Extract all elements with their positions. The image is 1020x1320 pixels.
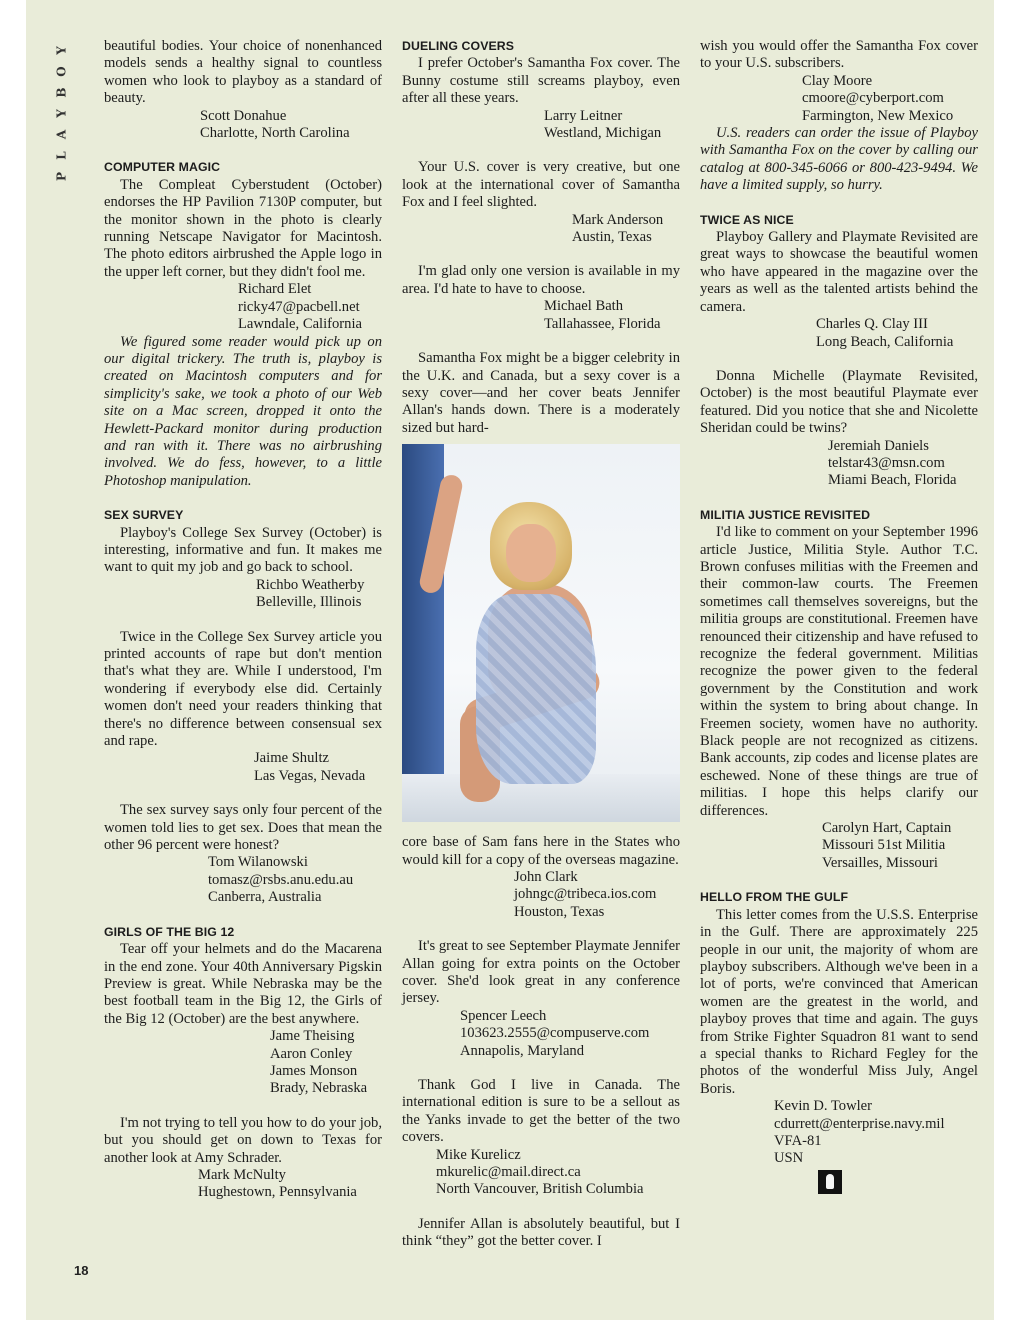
letter-body: beautiful bodies. Your choice of nonenhanced models sends a healthy signal to countless women who look to playboy as a standard of beauty. <box>104 38 382 107</box>
signature-name: James Monson <box>270 1062 358 1079</box>
signature-name: Richbo Weatherby <box>256 576 365 593</box>
signature-name: Larry Leitner <box>544 107 623 124</box>
rabbit-logo-icon <box>818 1170 842 1194</box>
signature-location: Miami Beach, Florida <box>828 472 957 489</box>
signature-email: 103623.2555@compuserve.com <box>460 1025 650 1042</box>
signature-location: Austin, Texas <box>572 229 652 246</box>
end-mark <box>700 1168 978 1199</box>
signature-location: Belleville, Illinois <box>256 594 362 611</box>
running-head-letter: O <box>54 66 69 77</box>
signature-email: johngc@tribeca.ios.com <box>514 886 657 903</box>
signature-unit: VFA-81 <box>774 1132 822 1149</box>
samantha-fox-photo <box>402 444 680 822</box>
signature <box>104 1028 382 1098</box>
signature-email: cdurrett@enterprise.navy.mil <box>774 1115 945 1132</box>
section-heading: GIRLS OF THE BIG 12 <box>104 924 235 939</box>
section-heading: TWICE AS NICE <box>700 212 794 227</box>
section-heading: COMPUTER MAGIC <box>104 160 221 175</box>
letter-body: core base of Sam fans here in the States who would kill for a copy of the overseas magazine. <box>402 834 680 868</box>
signature-location: Versailles, Missouri <box>822 854 938 871</box>
letter-body: Samantha Fox might be a bigger celebrity in the U.K. and Canada, but a sexy cover is a sexy cover—and her cover beats Jennifer Allan's hands down. There is a moderately sized but hard- <box>402 350 680 436</box>
signature-name: Charles Q. Clay III <box>816 316 928 333</box>
section-heading: HELLO FROM THE GULF <box>700 890 849 905</box>
letter-body: Twice in the College Sex Survey article you printed accounts of rape but don't mention that's what they are. While I understood, I'm wondering if everybody else did. Certainly women don't need your readers thinking that there's no difference between consensual sex and rape. <box>104 628 382 750</box>
signature-name: Tom Wilanowski <box>208 854 308 871</box>
page-number: 18 <box>74 1263 89 1278</box>
signature-name: Jeremiah Daniels <box>828 437 929 454</box>
signature <box>402 1147 680 1199</box>
signature-location: Charlotte, North Carolina <box>200 125 350 142</box>
signature <box>700 316 978 351</box>
signature <box>104 577 382 612</box>
signature-email: cmoore@cyberport.com <box>802 90 944 107</box>
signature <box>402 212 680 247</box>
column-2 <box>402 38 680 1251</box>
editor-reply: U.S. readers can order the issue of Playboy with Samantha Fox on the cover by calling our catalog at 800-345-6066 or 800-423-9494. We have a limited supply, so hurry. <box>700 125 978 194</box>
signature-name: John Clark <box>514 868 578 885</box>
letter-body: I'm not trying to tell you how to do your job, but you should get on down to Texas for another look at Amy Schrader. <box>104 1114 382 1166</box>
signature-email: mkurelic@mail.direct.ca <box>436 1164 581 1181</box>
letter-body: wish you would offer the Samantha Fox cover to your U.S. subscribers. <box>700 38 978 72</box>
letter-body: Playboy Gallery and Playmate Revisited are great ways to showcase the beautiful women who have appeared in the magazine over the years as well as the talented artists behind the camera. <box>700 229 978 315</box>
signature-name: Mark Anderson <box>572 211 664 228</box>
running-head-letter: P <box>54 171 69 182</box>
signature-name: Michael Bath <box>544 298 624 315</box>
letter-body: The sex survey says only four percent of the women told lies to get sex. Does that mean the other 96 percent were honest? <box>104 802 382 854</box>
signature-email: tomasz@rsbs.anu.edu.au <box>208 871 354 888</box>
signature-location: Westland, Michigan <box>544 125 662 142</box>
signature-location: Tallahassee, Florida <box>544 315 661 332</box>
letter-body: It's great to see September Playmate Jennifer Allan going for extra points on the October cover. She'd look great in any conference jersey. <box>402 938 680 1007</box>
signature-location: Lawndale, California <box>238 316 362 333</box>
signature-location: Long Beach, California <box>816 333 954 350</box>
signature <box>104 1167 382 1202</box>
signature-name: Jaime Shultz <box>254 750 329 767</box>
signature-location: Brady, Nebraska <box>270 1080 368 1097</box>
signature <box>700 1098 978 1168</box>
signature-name: Aaron Conley <box>270 1045 353 1062</box>
signature-location: Farmington, New Mexico <box>802 107 954 124</box>
editor-reply: We figured some reader would pick up on our digital trickery. The truth is, playboy is created on Macintosh computers and for simplicity's sake, we took a photo of our Web site on a Mac screen, dropped it onto the Hewlett-Packard monitor during production and ran with it. There was no airbrushing involved. We do fess, however, to a little Photoshop manipulation. <box>104 333 382 489</box>
signature <box>402 869 680 921</box>
running-head-letter: B <box>54 87 69 98</box>
signature <box>104 108 382 143</box>
signature <box>700 73 978 125</box>
letter-body: Thank God I live in Canada. The international edition is sure to be a sellout as the Yanks invade to get the better of the two covers. <box>402 1077 680 1146</box>
signature <box>700 820 978 872</box>
magazine-page <box>26 0 994 1320</box>
column-3 <box>700 38 978 1199</box>
signature-name: Mike Kurelicz <box>436 1146 521 1163</box>
signature <box>104 281 382 333</box>
signature <box>402 298 680 333</box>
magazine-name <box>54 40 70 187</box>
signature <box>104 750 382 785</box>
signature-name: Clay Moore <box>802 72 873 89</box>
signature-name: Scott Donahue <box>200 107 287 124</box>
signature-email: ricky47@pacbell.net <box>238 298 360 315</box>
letter-body: I'm glad only one version is available in my area. I'd hate to have to choose. <box>402 263 680 297</box>
running-head-letter: L <box>54 151 69 160</box>
signature <box>104 854 382 906</box>
signature-name: Richard Elet <box>238 281 312 298</box>
signature <box>402 1008 680 1060</box>
running-head-letter: Y <box>54 109 69 118</box>
signature-location: Las Vegas, Nevada <box>254 767 366 784</box>
section-heading: SEX SURVEY <box>104 508 184 523</box>
signature-name: Mark McNulty <box>198 1166 286 1183</box>
signature-email: telstar43@msn.com <box>828 454 945 471</box>
letter-body: Tear off your helmets and do the Macarena in the end zone. Your 40th Anniversary Pigskin Preview is great. While Nebraska may be the best football team in the Big 12, the Girls of the Big 12 (October) are the best anywhere. <box>104 941 382 1027</box>
signature-location: North Vancouver, British Columbia <box>436 1181 644 1198</box>
signature-name: Jame Theising <box>270 1028 355 1045</box>
letter-body: Jennifer Allan is absolutely beautiful, but I think “they” got the better cover. I <box>402 1215 680 1250</box>
letter-body: Your U.S. cover is very creative, but one look at the international cover of Samantha Fox and I feel slighted. <box>402 159 680 211</box>
letter-body: The Compleat Cyberstudent (October) endorses the HP Pavilion 7130P computer, but the monitor shown in the photo is clearly running Netscape Navigator for Macintosh. The photo editors airbrushed the Apple logo in the upper left corner, but they didn't fool me. <box>104 176 382 280</box>
letter-body: This letter comes from the U.S.S. Enterprise in the Gulf. There are approximately 225 people in our unit, the majority of whom are playboy subscribers. Although we've been in a lot of ports, we're convinced that American women are the greatest in the world, and playboy proves that time and again. The guys from Strike Fighter Squadron 81 want to send a special thanks to Richard Fegley for the photos of the wonderful Miss July, Angel Boris. <box>700 906 978 1097</box>
letter-body: Donna Michelle (Playmate Revisited, October) is the most beautiful Playmate ever featured. Did you notice that she and Nicolette Sheridan could be twins? <box>700 367 978 437</box>
signature-name: Carolyn Hart, Captain <box>822 820 952 837</box>
signature-location: Houston, Texas <box>514 903 605 920</box>
column-1 <box>104 38 382 1202</box>
signature-location: Annapolis, Maryland <box>460 1042 585 1059</box>
signature-location: Hughestown, Pennsylvania <box>198 1184 357 1201</box>
running-head-letter: A <box>54 129 69 140</box>
signature-unit: USN <box>774 1150 804 1167</box>
signature-name: Spencer Leech <box>460 1007 547 1024</box>
letter-body: I prefer October's Samantha Fox cover. The Bunny costume still screams playboy, even after all these years. <box>402 55 680 107</box>
signature <box>402 108 680 143</box>
section-heading: DUELING COVERS <box>402 39 515 53</box>
section-heading: MILITIA JUSTICE REVISITED <box>700 507 871 522</box>
letter-body: Playboy's College Sex Survey (October) is interesting, informative and fun. It makes me want to quit my job and go back to school. <box>104 524 382 576</box>
signature-name: Kevin D. Towler <box>774 1098 873 1115</box>
signature <box>700 438 978 490</box>
running-head-letter: Y <box>54 46 69 55</box>
signature-location: Canberra, Australia <box>208 889 322 906</box>
letter-body: I'd like to comment on your September 1996 article Justice, Militia Style. Author T.C. Brown confuses militias with the Freemen and their common-law courts. The Freemen sometimes call themselves sovereigns, but the militia groups are constitutional. Freemen have renounced their citizenship and have refused to recognize the federal government. Militias recognize the power given to the federal government by the Constitution and work within the system to bring about change. In Freemen society, women have no authority. Black people are not recognized as citizens. Bank accounts, zip codes and license plates are eschewed. None of these things are true of militias. I hope this helps clarify our differences. <box>700 524 978 819</box>
signature-unit: Missouri 51st Militia <box>822 837 946 854</box>
